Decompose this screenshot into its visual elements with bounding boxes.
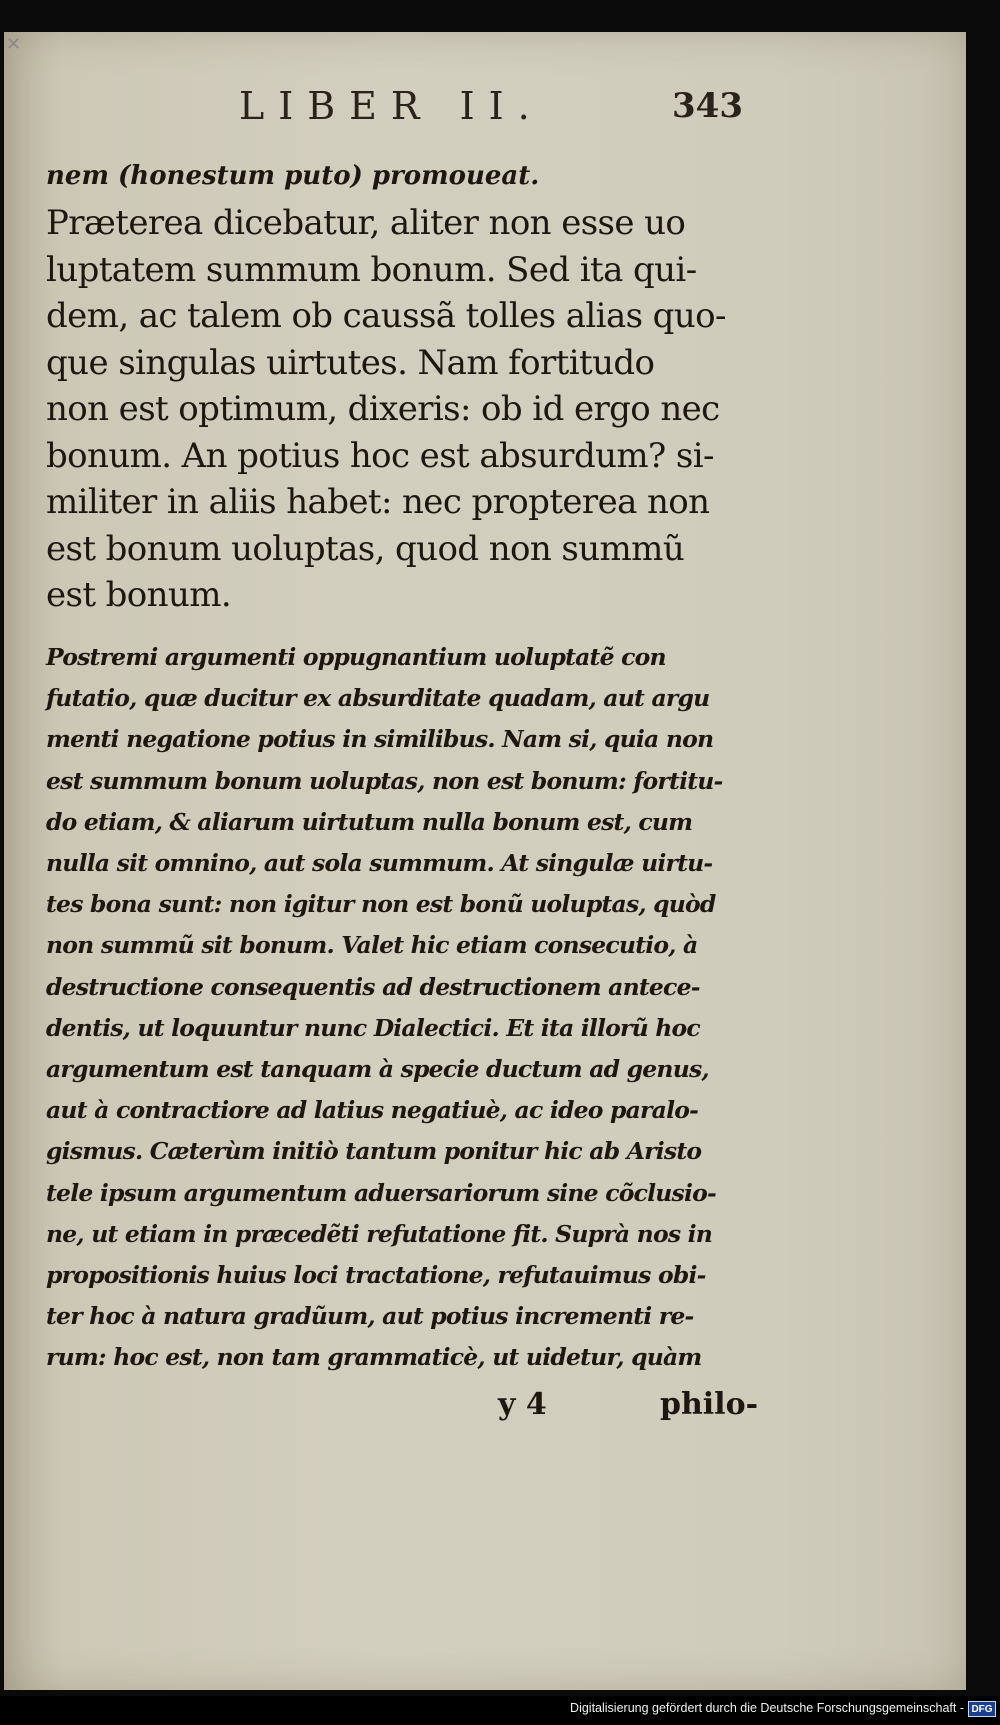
- commentary-line: gismus. Cæterùm initiò tantum ponitur hic ab Aristo: [46, 1137, 702, 1166]
- page-header: [4, 84, 966, 144]
- commentary-line: do etiam, & aliarum uirtutum nulla bonum est, cum: [46, 807, 693, 836]
- commentary-line: rum: hoc est, non tam grammaticè, ut uidetur, quàm: [46, 1343, 702, 1372]
- digitization-footer: [0, 1696, 1000, 1725]
- main-text-paragraph: [46, 200, 736, 619]
- book-page: [4, 32, 966, 1690]
- commentary-line: tes bona sunt: non igitur non est bonũ uoluptas, quòd: [46, 890, 716, 919]
- text-line: nem (honestum puto) promoueat.: [46, 161, 540, 191]
- continued-line: [46, 156, 736, 196]
- text-line: militer in aliis habet: nec propterea non: [46, 482, 710, 522]
- commentary-paragraph: [46, 637, 736, 1379]
- text-line: dem, ac talem ob caussã tolles alias quo-: [46, 296, 726, 336]
- commentary-line: est summum bonum uoluptas, non est bonum: fortitu-: [46, 766, 723, 795]
- text-line: que singulas uirtutes. Nam fortitudo: [46, 342, 655, 383]
- commentary-line: tele ipsum argumentum aduersariorum sine cõclusio-: [46, 1178, 716, 1207]
- text-line: est bonum.: [46, 575, 232, 615]
- catchline: [4, 1387, 966, 1431]
- text-line: non est optimum, dixeris: ob id ergo nec: [46, 389, 720, 429]
- dfg-logo-icon: DFG: [968, 1701, 996, 1717]
- commentary-line: aut à contractiore ad latius negatiuè, ac ideo paralo-: [46, 1096, 699, 1125]
- page-number: 343: [672, 86, 743, 126]
- text-line: est bonum uoluptas, quod non summũ: [46, 528, 685, 569]
- commentary-line: futatio, quæ ducitur ex absurditate quadam, aut argu: [46, 684, 710, 713]
- commentary-line: argumentum est tanquam à specie ductum ad genus,: [46, 1055, 709, 1084]
- commentary-line: menti negatione potius in similibus. Nam si, quia non: [46, 725, 714, 754]
- text-line: Præterea dicebatur, aliter non esse uo: [46, 203, 686, 243]
- corner-mark-icon: ✕: [6, 34, 22, 55]
- commentary-line: destructione consequentis ad destructionem antece-: [46, 972, 700, 1001]
- catchword: philo-: [660, 1387, 759, 1422]
- commentary-line: nulla sit omnino, aut sola summum. At singulæ uirtu-: [46, 849, 713, 878]
- commentary-line: propositionis huius loci tractatione, refutauimus obi-: [46, 1261, 706, 1290]
- commentary-line: ter hoc à natura gradũum, aut potius incrementi re-: [46, 1302, 694, 1331]
- text-line: luptatem summum bonum. Sed ita qui-: [46, 249, 697, 290]
- signature-mark: y 4: [498, 1387, 547, 1422]
- commentary-line: dentis, ut loquuntur nunc Dialectici. Et ita illorũ hoc: [46, 1013, 700, 1042]
- text-line: bonum. An potius hoc est absurdum? si-: [46, 435, 714, 476]
- commentary-line: non summũ sit bonum. Valet hic etiam consecutio, à: [46, 931, 698, 960]
- commentary-line: Postremi argumenti oppugnantium uoluptatẽ con: [46, 643, 666, 671]
- running-title: LIBER II.: [239, 84, 544, 128]
- commentary-line: ne, ut etiam in præcedẽti refutatione fit. Suprà nos in: [46, 1219, 713, 1248]
- funding-credit: Digitalisierung gefördert durch die Deutsche Forschungsgemeinschaft -: [570, 1701, 964, 1715]
